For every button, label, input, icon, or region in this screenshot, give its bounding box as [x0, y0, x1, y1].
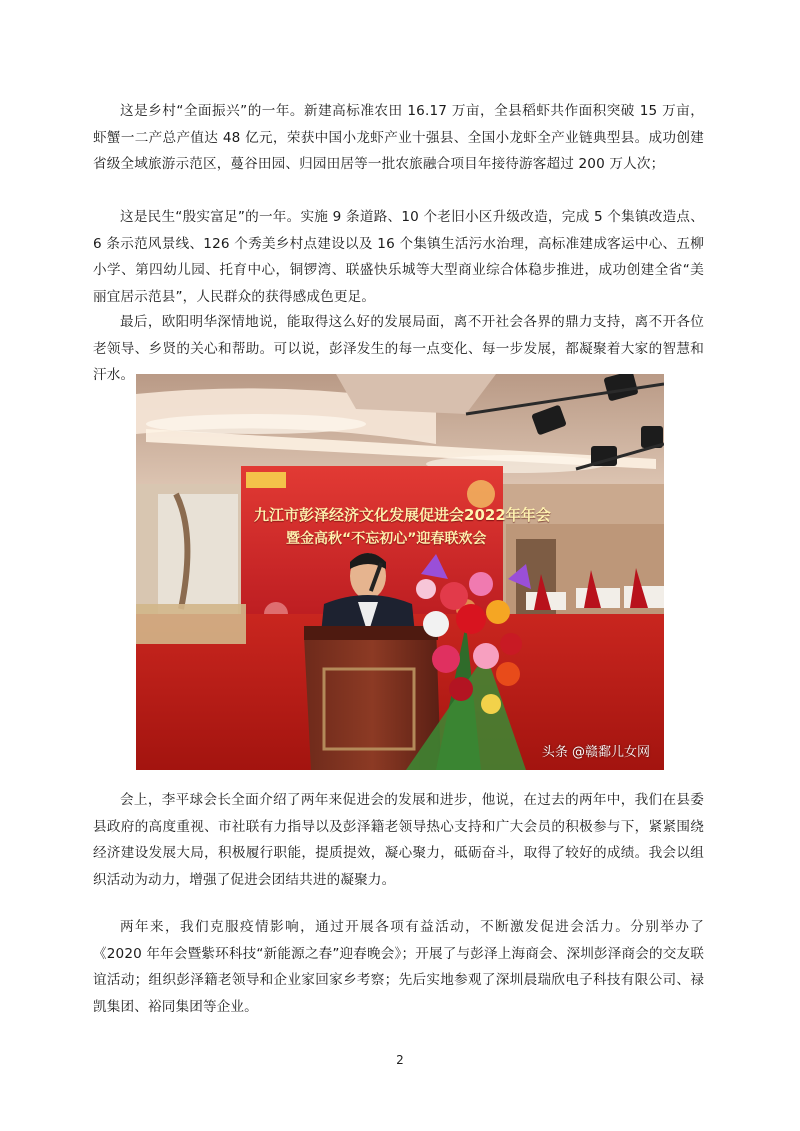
banner-title-line2: 暨金高秋“不忘初心”迎春联欢会	[286, 531, 487, 547]
paragraph-rural-revitalization: 这是乡村“全面振兴”的一年。新建高标准农田 16.17 万亩，全县稻虾共作面积突破 15 万亩，虾蟹一二产总产值达 48 亿元，荣获中国小龙虾产业十强县、全国小龙虾全产业链典型县。成功创建省级全域旅游示范区，蔓谷田园、归园田居等一批农旅融合项目年接待游客超过 200 万人次；	[93, 103, 704, 172]
event-photo-illustration	[136, 374, 664, 770]
paragraph-activities: 两年来，我们克服疫情影响，通过开展各项有益活动，不断激发促进会活力。分别举办了《2020 年年会暨紫环科技“新能源之春”迎春晚会》；开展了与彭泽上海商会、深圳彭泽商会的交友联谊活动；组织彭泽籍老领导和企业家回家乡考察；先后实地参观了深圳晨瑞欣电子科技有限公司、禄凯集团、裕同集团等企业。	[93, 919, 704, 1015]
paragraph-closing-remarks: 最后，欧阳明华深情地说，能取得这么好的发展局面，离不开社会各界的鼎力支持，离不开各位老领导、乡贤的关心和帮助。可以说，彭泽发生的每一点变化、每一步发展，都凝聚着大家的智慧和汗水。	[93, 314, 704, 383]
page-number: 2	[396, 1053, 404, 1067]
paragraph-livelihood: 这是民生“殷实富足”的一年。实施 9 条道路、10 个老旧小区升级改造，完成 5 个集镇改造点、6 条示范风景线、126 个秀美乡村点建设以及 16 个集镇生活污水治理，高标准建成客运中心、五柳小学、第四幼儿园、托育中心，铜锣湾、联盛快乐城等大型商业综合体稳步推进，成功创建全省“美丽宜居示范县”，人民群众的获得感成色更足。	[93, 209, 704, 305]
banner-title-line1: 九江市彭泽经济文化发展促进会2022年年会	[254, 506, 551, 524]
event-photo	[136, 374, 664, 770]
photo-watermark: 头条 @赣鄱儿女网	[541, 745, 650, 760]
paragraph-chairman-report: 会上，李平球会长全面介绍了两年来促进会的发展和进步，他说，在过去的两年中，我们在县委县政府的高度重视、市社联有力指导以及彭泽籍老领导热心支持和广大会员的积极参与下，紧紧围绕经济建设发展大局，积极履行职能，提质提效，凝心聚力，砥砺奋斗，取得了较好的成绩。我会以组织活动为动力，增强了促进会团结共进的凝聚力。	[93, 792, 704, 888]
